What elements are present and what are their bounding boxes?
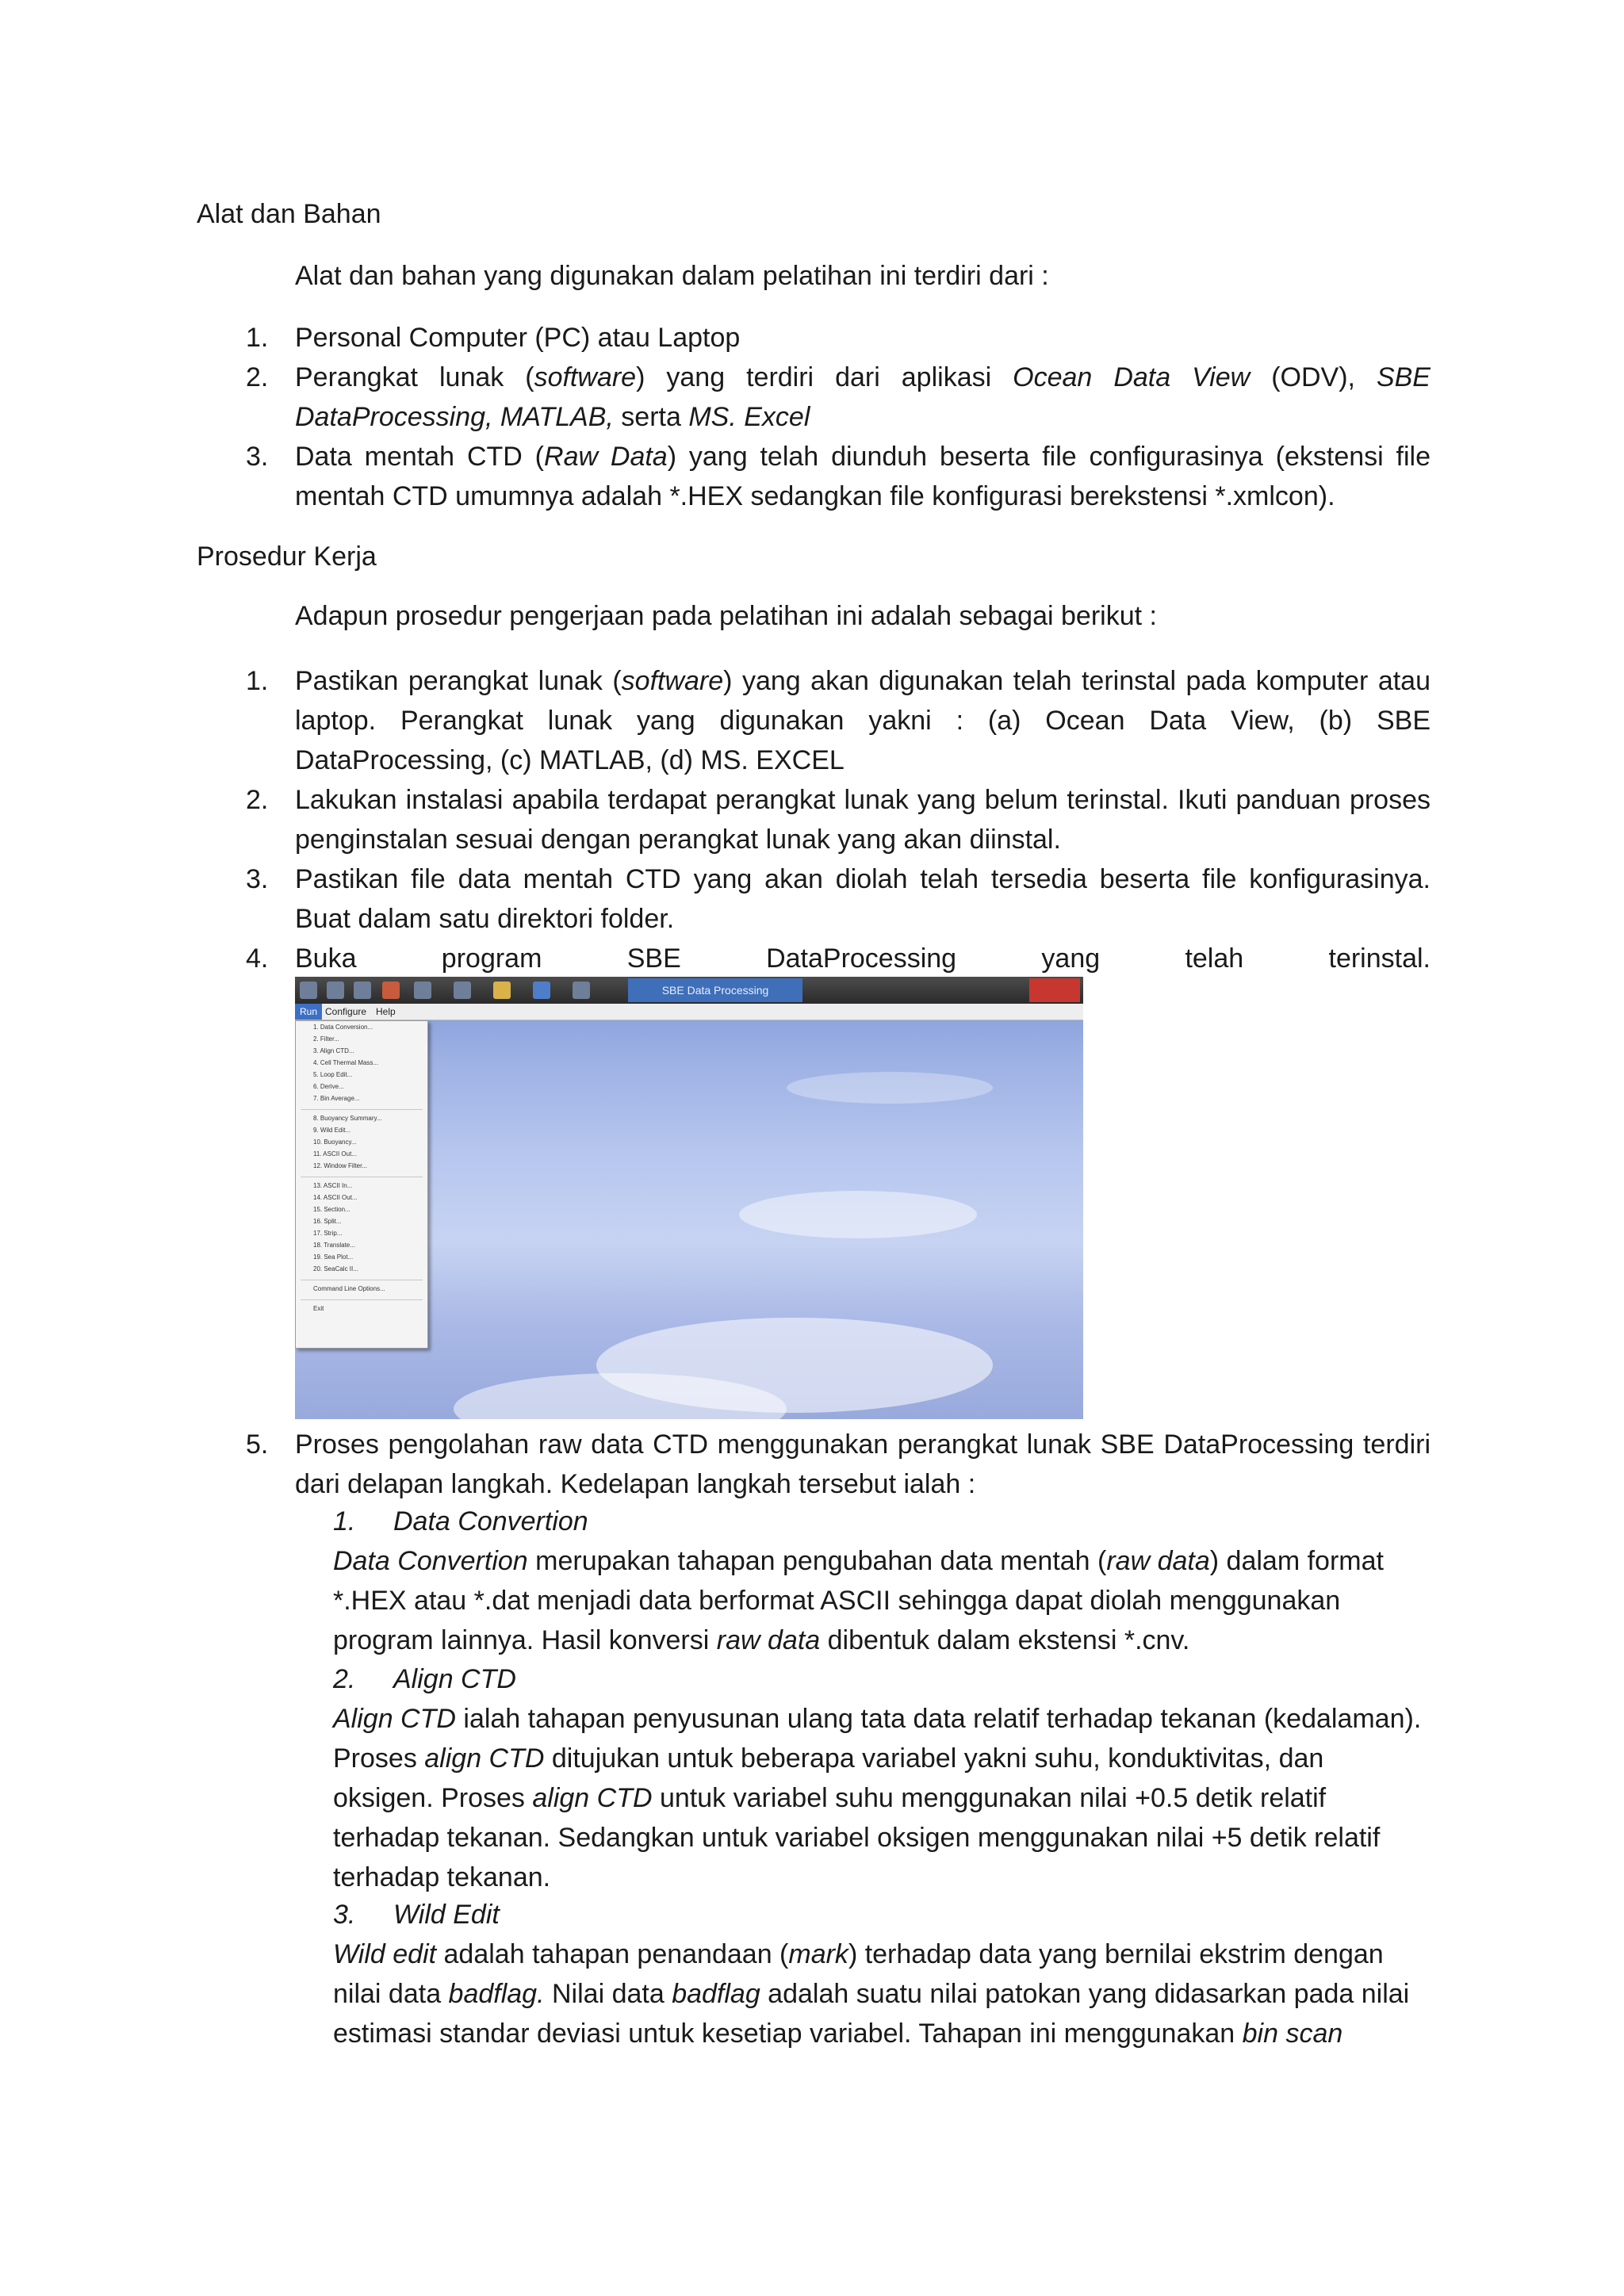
menu-item[interactable]: Exit: [313, 1305, 324, 1312]
menu-item[interactable]: Command Line Options...: [313, 1285, 385, 1292]
list-item: Lakukan instalasi apabila terdapat perangkat lunak yang belum terinstal. Ikuti panduan proses penginstalan sesuai dengan perangkat lunak yang akan diinstal.: [295, 785, 1431, 855]
menu-item[interactable]: 14. ASCII Out...: [313, 1194, 358, 1201]
menu-item[interactable]: 13. ASCII In...: [313, 1182, 353, 1189]
list-item: Perangkat lunak (software) yang terdiri dari aplikasi Ocean Data View (ODV), SBE DataProcessing, MATLAB, serta MS. Excel: [295, 362, 1431, 432]
run-menu-dropdown: [295, 1020, 428, 1349]
step-description: Data Convertion merupakan tahapan pengubahan data mentah (raw data) dalam format *.HEX atau *.dat menjadi data berformat ASCII sehingga dapat diolah menggunakan program lainnya. Hasil konversi raw data dibentuk dalam ekstensi *.cnv.: [333, 1546, 1384, 1655]
menu-item[interactable]: 17. Strip...: [313, 1230, 343, 1237]
menu-item[interactable]: 5. Loop Edit...: [313, 1071, 353, 1078]
menu-item[interactable]: 10. Buoyancy...: [313, 1138, 357, 1146]
list-item: Personal Computer (PC) atau Laptop: [295, 323, 741, 353]
heading-prosedur-kerja: Prosedur Kerja: [197, 541, 377, 572]
list-number: 5.: [246, 1429, 269, 1460]
list-number: 4.: [246, 943, 269, 974]
intro-alat-dan-bahan: Alat dan bahan yang digunakan dalam pelatihan ini terdiri dari :: [295, 261, 1049, 291]
list-number: 3.: [246, 864, 269, 894]
menu-item[interactable]: 7. Bin Average...: [313, 1095, 360, 1102]
menu-item[interactable]: 18. Translate...: [313, 1242, 355, 1249]
step-description: Align CTD ialah tahapan penyusunan ulang tata data relatif terhadap tekanan (kedalaman). Proses align CTD ditujukan untuk beberapa variabel yakni suhu, konduktivitas, dan oksigen. Proses align CTD untuk variabel suhu menggunakan nilai +0.5 detik relatif terhadap tekanan. Sedangkan untuk variabel oksigen menggunakan nilai +5 detik relatif terhadap tekanan.: [333, 1704, 1422, 1892]
menu-item[interactable]: 20. SeaCalc II...: [313, 1265, 358, 1272]
app-icon[interactable]: [327, 982, 344, 999]
menu-item[interactable]: 15. Section...: [313, 1206, 350, 1213]
list-number: 2.: [246, 785, 269, 815]
list-number: 2.: [246, 362, 269, 392]
menu-run[interactable]: Run: [295, 1004, 322, 1020]
app-icon[interactable]: [493, 982, 511, 999]
menu-item[interactable]: 1. Data Conversion...: [313, 1024, 373, 1031]
list-number: 1.: [246, 666, 269, 696]
menu-item[interactable]: 12. Window Filter...: [313, 1162, 368, 1169]
taskbar: [295, 977, 1083, 1004]
menu-item[interactable]: 8. Buoyancy Summary...: [313, 1115, 382, 1122]
menu-separator: [301, 1276, 423, 1280]
start-icon[interactable]: [300, 982, 317, 999]
step-title: Data Convertion: [393, 1506, 588, 1536]
heading-alat-dan-bahan: Alat dan Bahan: [197, 199, 381, 229]
app-icon[interactable]: [454, 982, 471, 999]
step-title: Wild Edit: [393, 1900, 500, 1930]
window-title: SBE Data Processing: [628, 978, 802, 1002]
menu-item[interactable]: 11. ASCII Out...: [313, 1150, 357, 1158]
menu-bar: [295, 1004, 1083, 1020]
menu-item[interactable]: 3. Align CTD...: [313, 1047, 354, 1054]
app-icon[interactable]: [354, 982, 371, 999]
app-icon[interactable]: [414, 982, 431, 999]
app-icon[interactable]: [533, 982, 550, 999]
menu-help[interactable]: Help: [376, 1006, 396, 1017]
list-item: Pastikan file data mentah CTD yang akan diolah telah tersedia beserta file konfigurasinya. Buat dalam satu direktori folder.: [295, 864, 1431, 934]
menu-item[interactable]: 2. Filter...: [313, 1035, 339, 1043]
list-item: Buka program SBE DataProcessing yang telah terinstal.: [295, 943, 1431, 974]
step-title: Align CTD: [393, 1664, 516, 1694]
menu-item[interactable]: 4. Cell Thermal Mass...: [313, 1059, 379, 1066]
list-item: Pastikan perangkat lunak (software) yang akan digunakan telah terinstal pada komputer atau laptop. Perangkat lunak yang digunakan yakni : (a) Ocean Data View, (b) SBE DataProcessing, (c) MATLAB, (d) MS. EXCEL: [295, 666, 1431, 775]
menu-item[interactable]: 6. Derive...: [313, 1083, 344, 1090]
system-tray: [1029, 978, 1080, 1002]
sbe-dataprocessing-screenshot: [295, 977, 1083, 1419]
step-number: 3.: [333, 1900, 356, 1930]
list-number: 1.: [246, 323, 269, 353]
menu-separator: [301, 1106, 423, 1110]
list-number: 3.: [246, 442, 269, 472]
menu-item[interactable]: 9. Wild Edit...: [313, 1127, 351, 1134]
step-number: 1.: [333, 1506, 356, 1536]
list-item: Proses pengolahan raw data CTD menggunakan perangkat lunak SBE DataProcessing terdiri dari delapan langkah. Kedelapan langkah tersebut ialah :: [295, 1429, 1431, 1499]
menu-item[interactable]: 19. Sea Plot...: [313, 1253, 354, 1261]
step-number: 2.: [333, 1664, 356, 1694]
menu-item[interactable]: 16. Split...: [313, 1218, 342, 1225]
step-description: Wild edit adalah tahapan penandaan (mark) terhadap data yang bernilai ekstrim dengan nilai data badflag. Nilai data badflag adalah suatu nilai patokan yang didasarkan pada nilai estimasi standar deviasi untuk kesetiap variabel. Tahapan ini menggunakan bin scan: [333, 1939, 1410, 2049]
intro-prosedur-kerja: Adapun prosedur pengerjaan pada pelatihan ini adalah sebagai berikut :: [295, 601, 1157, 631]
menu-configure[interactable]: Configure: [325, 1006, 367, 1017]
app-icon[interactable]: [573, 982, 590, 999]
menu-separator: [301, 1296, 423, 1300]
app-icon[interactable]: [382, 982, 400, 999]
menu-separator: [301, 1173, 423, 1177]
list-item: Data mentah CTD (Raw Data) yang telah diunduh beserta file configurasinya (ekstensi file mentah CTD umumnya adalah *.HEX sedangkan file konfigurasi berekstensi *.xmlcon).: [295, 442, 1431, 511]
